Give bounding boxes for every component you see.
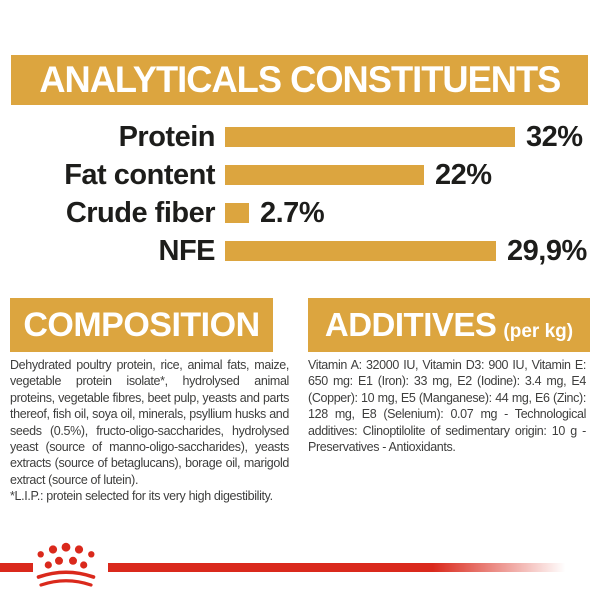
brand-line-right-segment: [108, 563, 600, 572]
composition-banner: [10, 298, 273, 352]
additives-banner: [308, 298, 590, 352]
analytical-constituents-title: ANALYTICALS CONSTITUENTS: [38, 59, 561, 100]
chart-category-label: Protein: [118, 120, 215, 153]
royal-canin-crown-icon: [32, 542, 100, 590]
chart-category-label: Fat content: [64, 158, 215, 191]
additives-title: ADDITIVES: [324, 306, 497, 343]
chart-row: [0, 156, 600, 194]
chart-category-label: NFE: [158, 234, 215, 267]
additives-per-kg-label: (per kg): [503, 321, 574, 342]
chart-value-label: 32%: [526, 120, 583, 153]
additives-body: Vitamin A: 32000 IU, Vitamin D3: 900 IU, Vitamin E: 650 mg: E1 (Iron): 33 mg, E2 (Iodine): 3.4 mg, E4 (Copper): 10 mg, E5 (Manganese): 44 mg, E6 (Zinc): 128 mg, E8 (Selenium): 0.07 mg - Technological additives: Clinoptilolite of sedimentary origin: 10 g - Preservatives - Antioxidants.: [308, 358, 586, 455]
composition-body: Dehydrated poultry protein, rice, animal fats, maize, vegetable protein isolate*, hydrolysed animal proteins, vegetable fibres, beet pulp, yeasts and parts thereof, fish oil, soya oil, minerals, psyllium husks and seeds (0.5%), fructo-oligo-saccharides, hydrolysed yeast (source of manno-oligo-saccharides), yeasts extracts (source of betaglucans), borage oil, marigold extract (source of lutein).: [10, 358, 289, 487]
brand-line-left-segment: [0, 563, 33, 572]
composition-text-block: [10, 357, 289, 505]
chart-bar: [225, 203, 249, 223]
analytical-constituents-banner: [11, 55, 588, 105]
analytical-chart: [0, 118, 600, 270]
chart-bar: [225, 241, 496, 261]
chart-value-label: 22%: [435, 158, 492, 191]
chart-bar: [225, 165, 424, 185]
chart-row: [0, 232, 600, 270]
chart-row: [0, 118, 600, 156]
composition-title: COMPOSITION: [23, 305, 260, 344]
chart-value-label: 2.7%: [260, 196, 325, 229]
composition-footnote: *L.I.P.: protein selected for its very high digestibility.: [10, 489, 273, 504]
chart-row: [0, 194, 600, 232]
chart-bar: [225, 127, 515, 147]
chart-category-label: Crude fiber: [65, 196, 215, 229]
additives-text-block: [308, 357, 586, 455]
chart-value-label: 29,9%: [507, 234, 587, 267]
